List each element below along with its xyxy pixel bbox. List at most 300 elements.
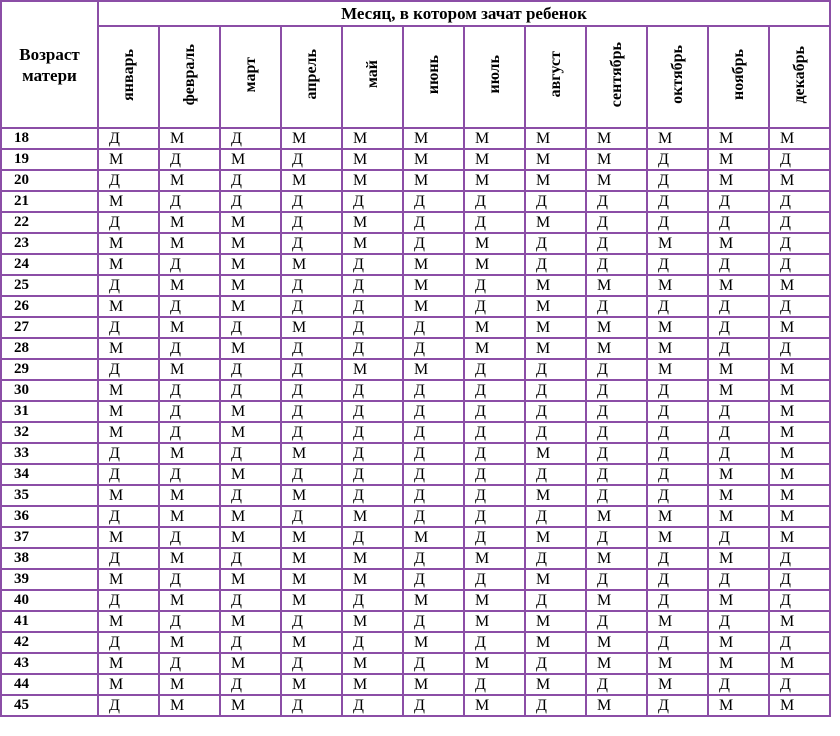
gender-cell: М [769,506,830,527]
gender-cell: Д [281,506,342,527]
header-row-title [1,1,830,26]
gender-cell: Д [708,422,769,443]
mother-age-cell: 25 [1,275,98,296]
gender-cell: М [98,611,159,632]
gender-cell: Д [220,590,281,611]
month-label: март [241,56,259,93]
gender-cell: Д [525,422,586,443]
gender-cell: М [525,275,586,296]
gender-cell: М [342,212,403,233]
gender-cell: Д [647,464,708,485]
gender-cell: М [464,233,525,254]
gender-cell: Д [159,191,220,212]
gender-cell: М [708,275,769,296]
gender-cell: М [98,401,159,422]
gender-cell: Д [647,443,708,464]
gender-cell: Д [525,590,586,611]
gender-cell: Д [464,632,525,653]
gender-cell: М [464,317,525,338]
gender-cell: М [647,317,708,338]
gender-cell: М [403,128,464,149]
gender-cell: М [159,590,220,611]
gender-cell: М [281,569,342,590]
gender-cell: М [708,233,769,254]
month-header [769,26,830,128]
gender-cell: М [281,254,342,275]
gender-cell: М [159,674,220,695]
gender-cell: Д [220,632,281,653]
gender-cell: Д [586,233,647,254]
gender-cell: М [769,443,830,464]
table-row [1,254,830,275]
gender-cell: М [769,611,830,632]
table-row [1,464,830,485]
gender-cell: Д [159,296,220,317]
gender-cell: М [647,653,708,674]
gender-cell: М [525,296,586,317]
gender-cell: М [586,590,647,611]
gender-cell: Д [220,380,281,401]
gender-cell: Д [403,506,464,527]
gender-cell: М [769,275,830,296]
gender-cell: М [708,548,769,569]
gender-cell: Д [403,380,464,401]
gender-cell: М [159,233,220,254]
gender-cell: Д [464,464,525,485]
table-row [1,233,830,254]
mother-age-cell: 39 [1,569,98,590]
month-header [403,26,464,128]
gender-cell: М [586,338,647,359]
gender-cell: Д [159,422,220,443]
gender-cell: Д [342,590,403,611]
gender-cell: Д [525,695,586,716]
month-label: декабрь [790,45,808,104]
gender-cell: М [647,611,708,632]
gender-cell: М [342,653,403,674]
gender-cell: Д [769,149,830,170]
gender-cell: Д [708,191,769,212]
table-row [1,527,830,548]
gender-cell: Д [342,464,403,485]
month-label: февраль [180,43,198,106]
mother-age-cell: 36 [1,506,98,527]
gender-cell: Д [464,380,525,401]
gender-cell: М [159,359,220,380]
gender-cell: М [708,149,769,170]
gender-cell: М [647,338,708,359]
gender-cell: Д [769,548,830,569]
gender-cell: М [586,695,647,716]
header-row-months [1,26,830,128]
gender-cell: Д [403,485,464,506]
gender-cell: М [525,632,586,653]
gender-cell: М [525,170,586,191]
gender-cell: М [708,380,769,401]
gender-cell: Д [98,443,159,464]
gender-cell: М [647,233,708,254]
gender-cell: Д [708,569,769,590]
table-row [1,485,830,506]
gender-cell: Д [281,422,342,443]
gender-cell: М [159,632,220,653]
gender-cell: М [708,632,769,653]
gender-cell: Д [647,485,708,506]
month-header [647,26,708,128]
gender-cell: Д [220,128,281,149]
table-row [1,317,830,338]
gender-cell: Д [403,653,464,674]
gender-cell: Д [403,611,464,632]
gender-cell: Д [159,569,220,590]
gender-cell: Д [281,653,342,674]
gender-cell: М [98,485,159,506]
gender-cell: М [281,485,342,506]
gender-cell: М [403,254,464,275]
gender-cell: М [403,149,464,170]
gender-cell: Д [159,338,220,359]
gender-cell: Д [159,611,220,632]
gender-cell: Д [220,170,281,191]
gender-cell: Д [98,317,159,338]
gender-cell: Д [281,611,342,632]
table-row [1,695,830,716]
gender-cell: Д [342,695,403,716]
gender-cell: Д [403,401,464,422]
gender-cell: Д [525,191,586,212]
gender-cell: М [464,590,525,611]
gender-cell: Д [647,422,708,443]
gender-cell: М [159,128,220,149]
gender-cell: Д [281,233,342,254]
table-row [1,275,830,296]
gender-cell: Д [586,254,647,275]
gender-cell: М [769,317,830,338]
gender-cell: М [708,653,769,674]
month-header [708,26,769,128]
gender-cell: Д [769,296,830,317]
mother-age-cell: 21 [1,191,98,212]
gender-cell: Д [647,191,708,212]
month-label: октябрь [668,45,686,104]
gender-cell: М [769,695,830,716]
gender-cell: М [98,653,159,674]
gender-cell: М [98,380,159,401]
gender-cell: Д [403,233,464,254]
gender-cell: Д [98,359,159,380]
month-label: август [546,51,564,98]
gender-cell: Д [159,380,220,401]
table-row [1,569,830,590]
gender-cell: Д [586,296,647,317]
mother-age-header: Возраст матери [1,1,98,128]
gender-cell: Д [586,401,647,422]
mother-age-cell: 30 [1,380,98,401]
month-label: январь [119,48,137,101]
gender-cell: Д [403,212,464,233]
gender-cell: М [464,338,525,359]
month-label: апрель [302,49,320,100]
gender-cell: Д [647,170,708,191]
gender-cell: Д [464,506,525,527]
gender-cell: Д [525,464,586,485]
table-title: Месяц, в котором зачат ребенок [98,1,830,26]
gender-cell: Д [769,569,830,590]
month-header [525,26,586,128]
mother-age-cell: 43 [1,653,98,674]
month-label: июнь [424,54,442,95]
gender-cell: Д [647,254,708,275]
gender-cell: Д [647,296,708,317]
gender-cell: Д [464,485,525,506]
gender-cell: М [708,464,769,485]
gender-cell: М [464,128,525,149]
gender-cell: М [586,317,647,338]
gender-cell: Д [525,380,586,401]
gender-cell: М [281,170,342,191]
gender-cell: М [220,149,281,170]
gender-cell: М [464,611,525,632]
gender-cell: М [769,401,830,422]
gender-cell: Д [281,380,342,401]
gender-cell: Д [708,338,769,359]
gender-cell: Д [220,548,281,569]
gender-cell: М [342,233,403,254]
gender-cell: М [525,443,586,464]
month-header [464,26,525,128]
mother-age-cell: 20 [1,170,98,191]
mother-age-cell: 41 [1,611,98,632]
gender-cell: Д [159,653,220,674]
gender-cell: М [159,548,220,569]
gender-cell: Д [464,359,525,380]
gender-cell: М [708,128,769,149]
gender-cell: Д [98,548,159,569]
gender-cell: М [769,380,830,401]
mother-age-cell: 26 [1,296,98,317]
gender-cell: М [647,359,708,380]
gender-cell: М [403,590,464,611]
gender-cell: Д [769,338,830,359]
gender-cell: М [281,443,342,464]
gender-cell: Д [708,401,769,422]
gender-cell: Д [586,212,647,233]
table-row [1,422,830,443]
gender-cell: М [342,611,403,632]
gender-cell: Д [464,569,525,590]
gender-cell: М [647,128,708,149]
gender-cell: Д [464,191,525,212]
gender-cell: Д [281,695,342,716]
gender-cell: М [464,254,525,275]
gender-cell: Д [98,590,159,611]
gender-cell: Д [159,464,220,485]
gender-cell: М [159,443,220,464]
gender-cell: Д [464,527,525,548]
gender-cell: Д [281,191,342,212]
gender-cell: Д [769,254,830,275]
gender-cell: М [647,674,708,695]
gender-cell: Д [586,674,647,695]
gender-cell: Д [769,590,830,611]
gender-cell: М [464,548,525,569]
mother-age-cell: 31 [1,401,98,422]
mother-age-cell: 28 [1,338,98,359]
month-label: ноябрь [729,49,747,100]
gender-cell: М [403,275,464,296]
gender-cell: М [220,338,281,359]
mother-age-cell: 37 [1,527,98,548]
mother-age-cell: 29 [1,359,98,380]
mother-age-cell: 23 [1,233,98,254]
mother-age-cell: 22 [1,212,98,233]
mother-age-cell: 44 [1,674,98,695]
gender-cell: Д [281,275,342,296]
gender-cell: М [98,338,159,359]
table-row [1,170,830,191]
mother-age-cell: 34 [1,464,98,485]
gender-cell: Д [342,296,403,317]
gender-cell: Д [281,212,342,233]
gender-cell: Д [586,611,647,632]
gender-cell: М [159,485,220,506]
gender-cell: Д [708,317,769,338]
gender-cell: Д [159,254,220,275]
table-row [1,653,830,674]
gender-cell: М [98,527,159,548]
gender-cell: Д [708,296,769,317]
gender-cell: Д [342,422,403,443]
gender-cell: Д [98,128,159,149]
gender-cell: М [525,212,586,233]
gender-cell: М [342,548,403,569]
gender-cell: М [769,485,830,506]
gender-cell: Д [342,443,403,464]
gender-cell: Д [647,590,708,611]
gender-cell: Д [220,674,281,695]
gender-cell: М [220,464,281,485]
gender-cell: Д [159,527,220,548]
gender-cell: М [220,527,281,548]
gender-cell: Д [586,569,647,590]
gender-cell: Д [220,359,281,380]
gender-cell: Д [98,212,159,233]
gender-cell: Д [769,233,830,254]
gender-cell: Д [281,296,342,317]
gender-cell: Д [647,632,708,653]
gender-cell: Д [342,317,403,338]
gender-cell: М [281,632,342,653]
mother-age-cell: 33 [1,443,98,464]
gender-cell: М [159,695,220,716]
table-row [1,401,830,422]
gender-cell: Д [647,695,708,716]
gender-cell: М [281,317,342,338]
gender-cell: М [769,464,830,485]
gender-cell: М [220,506,281,527]
gender-cell: Д [342,401,403,422]
gender-cell: М [525,485,586,506]
month-header [342,26,403,128]
gender-cell: Д [403,338,464,359]
gender-cell: Д [342,338,403,359]
mother-age-cell: 19 [1,149,98,170]
table-row [1,128,830,149]
mother-age-cell: 40 [1,590,98,611]
gender-cell: Д [647,149,708,170]
gender-cell: М [220,275,281,296]
gender-cell: М [220,611,281,632]
gender-cell: М [708,590,769,611]
gender-cell: Д [281,464,342,485]
gender-cell: Д [525,359,586,380]
gender-cell: М [159,170,220,191]
gender-cell: М [98,296,159,317]
gender-cell: Д [586,380,647,401]
gender-cell: М [647,506,708,527]
gender-cell: Д [281,338,342,359]
gender-cell: М [769,128,830,149]
gender-cell: Д [281,359,342,380]
table-row [1,380,830,401]
table-row [1,632,830,653]
gender-cell: М [586,548,647,569]
gender-cell: Д [220,317,281,338]
gender-cell: М [769,359,830,380]
gender-cell: Д [403,569,464,590]
gender-cell: Д [342,485,403,506]
gender-cell: М [525,149,586,170]
mother-age-cell: 27 [1,317,98,338]
gender-cell: Д [769,632,830,653]
gender-cell: Д [403,548,464,569]
mother-age-cell: 35 [1,485,98,506]
gender-cell: Д [464,296,525,317]
gender-cell: Д [525,233,586,254]
gender-cell: Д [220,191,281,212]
gender-cell: Д [647,548,708,569]
table-row [1,359,830,380]
gender-cell: М [525,674,586,695]
month-label: июль [485,55,503,94]
gender-cell: Д [464,212,525,233]
gender-cell: М [403,632,464,653]
gender-cell: Д [403,422,464,443]
gender-cell: М [403,170,464,191]
gender-cell: Д [708,674,769,695]
gender-cell: М [647,275,708,296]
gender-cell: М [220,695,281,716]
gender-cell: М [98,233,159,254]
gender-cell: М [586,149,647,170]
gender-cell: Д [342,380,403,401]
mother-age-cell: 42 [1,632,98,653]
gender-cell: М [525,569,586,590]
gender-cell: Д [647,401,708,422]
gender-cell: М [586,128,647,149]
gender-cell: Д [98,275,159,296]
gender-cell: Д [464,275,525,296]
gender-cell: Д [586,464,647,485]
table-row [1,548,830,569]
gender-cell: М [159,317,220,338]
gender-cell: Д [647,569,708,590]
mother-age-cell: 45 [1,695,98,716]
gender-cell: М [220,254,281,275]
table-row [1,296,830,317]
gender-cell: Д [708,611,769,632]
gender-cell: Д [98,506,159,527]
